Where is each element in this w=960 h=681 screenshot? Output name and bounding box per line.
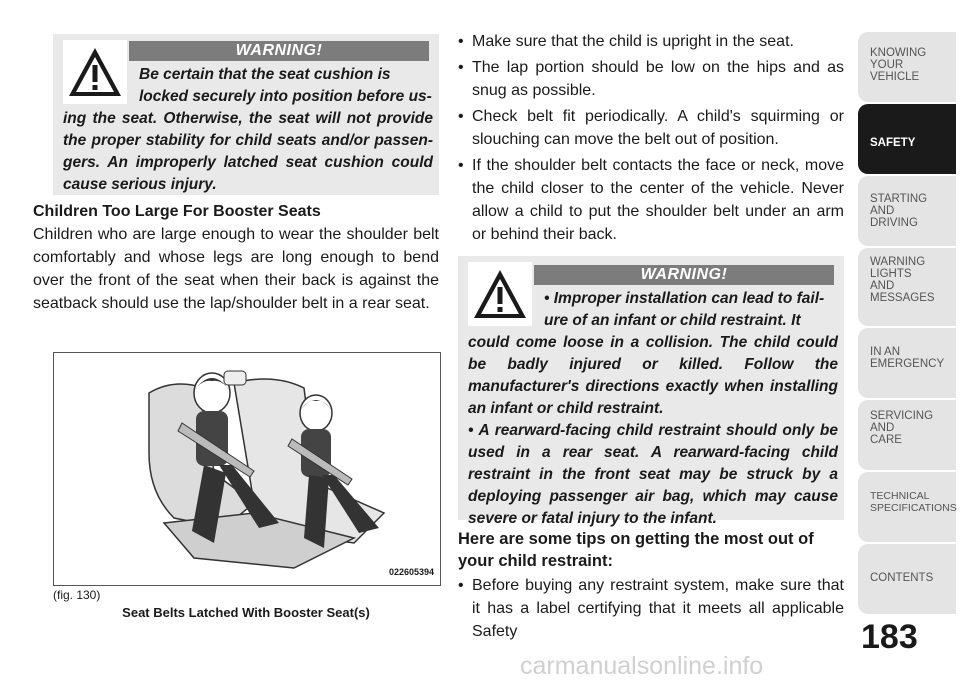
warning-text: [468, 288, 838, 530]
list-item: • Make sure that the child is upright in the seat.: [458, 30, 844, 53]
list-item: • If the shoulder belt contacts the face or neck, move the child closer to the center of the vehicle. Never allow a child to put the shoulder belt under an arm or behind their back.: [458, 154, 844, 246]
tips-heading: Here are some tips on getting the most out of your child restraint:: [458, 530, 814, 570]
warning-paragraph: ing the seat. Otherwise, the seat will not provide the proper stability for child seats and/or passen-gers. An improperly latched seat cushion could cause serious injury.: [63, 110, 433, 193]
warning-box-installation: [458, 256, 844, 527]
figure-booster-seats: [53, 352, 441, 586]
tab-servicing-and-care[interactable]: SERVICING AND CARE: [858, 400, 956, 470]
bullet-icon: •: [458, 157, 464, 174]
figure-number: (fig. 130): [53, 588, 101, 602]
booster-seat-illustration: [54, 353, 440, 585]
figure-code: 022605394: [388, 567, 434, 577]
warning-paragraph: could come loose in a collision. The child could be badly injured or killed. Follow the manufacturer's directions exactly when installing an infant or child restraint.: [468, 334, 838, 417]
bullet-icon: •: [458, 108, 464, 125]
tab-warning-lights-and-messages[interactable]: WARNING LIGHTS AND MESSAGES: [858, 248, 956, 326]
bullet-icon: •: [458, 59, 464, 76]
list-item: • Before buying any restraint system, make sure that it has a label certifying that it meets all applicable Safety: [458, 574, 844, 643]
warning-line: ure of an infant or child restraint. It: [544, 312, 801, 329]
tab-knowing-your-vehicle[interactable]: KNOWING YOUR VEHICLE: [858, 32, 956, 102]
watermark: carmanualsonline.info: [520, 652, 764, 680]
warning-line: Be certain that the seat cushion is: [139, 66, 391, 83]
section-heading: Children Too Large For Booster Seats: [33, 203, 321, 220]
warning-text: [63, 64, 433, 196]
warning-line: locked securely into position before us-: [139, 88, 432, 105]
tab-contents[interactable]: CONTENTS: [858, 544, 956, 614]
list-item: • The lap portion should be low on the hips and as snug as possible.: [458, 56, 844, 102]
page-number: 183: [861, 618, 918, 656]
figure-caption: Seat Belts Latched With Booster Seat(s): [122, 605, 370, 620]
chapter-sidebar: [858, 0, 956, 678]
tips-list-top: [458, 30, 844, 249]
section-body: Children who are large enough to wear the shoulder belt comfortably and whose legs are long enough to bend over the front of the seat when their back is against the seatback should use the lap/shoulder belt in a rear seat.: [33, 226, 439, 312]
tab-starting-and-driving[interactable]: STARTING AND DRIVING: [858, 176, 956, 246]
tab-in-an-emergency[interactable]: IN AN EMERGENCY: [858, 328, 956, 398]
warning-title: WARNING!: [534, 265, 834, 285]
warning-title: WARNING!: [129, 41, 429, 61]
bullet-icon: •: [458, 33, 464, 50]
bullet-icon: •: [458, 577, 464, 594]
warning-box-seat-cushion: [53, 34, 439, 195]
list-item: • Check belt fit periodically. A child's squirming or slouching can move the belt out of position.: [458, 105, 844, 151]
warning-paragraph: • A rearward-facing child restraint should only be used in a rear seat. A rearward-facing child restraint in the front seat may be struck by a deploying passenger air bag, which may cause severe or fatal injury to the infant.: [468, 422, 838, 527]
tab-safety[interactable]: SAFETY: [858, 104, 956, 174]
tab-technical-specifications[interactable]: TECHNICAL SPECIFICATIONS: [858, 472, 956, 542]
warning-line: • Improper installation can lead to fail-: [544, 290, 825, 307]
tips-list-bottom: [458, 574, 844, 646]
